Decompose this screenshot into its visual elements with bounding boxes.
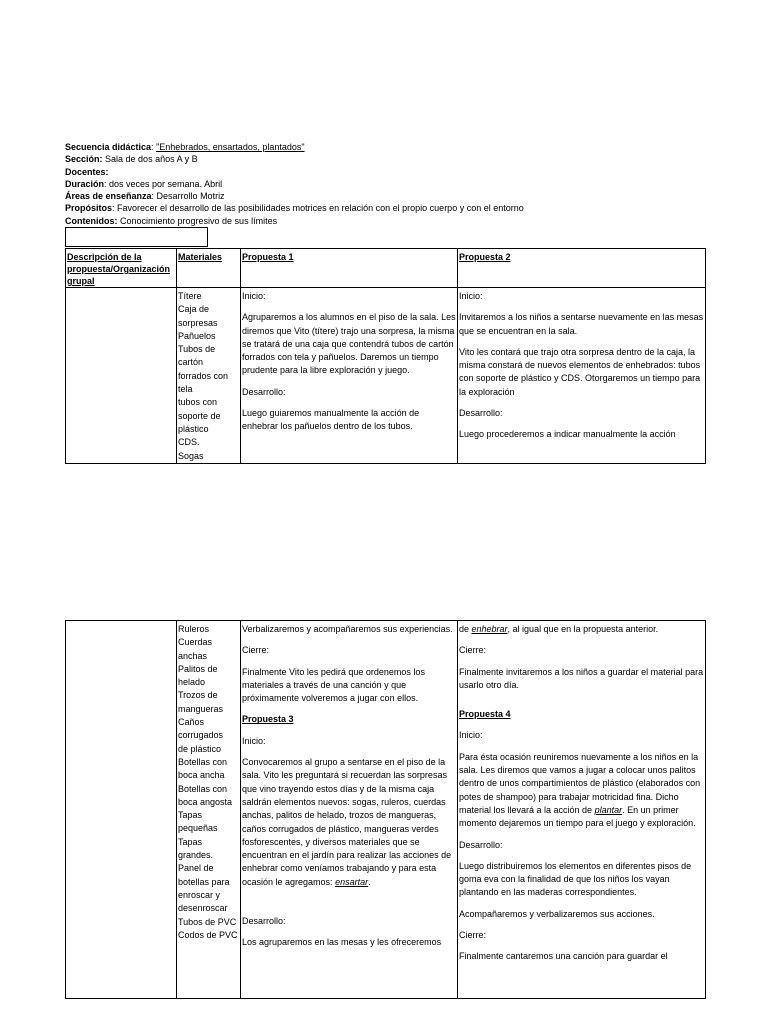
contents-line bbox=[65, 215, 745, 227]
duration-line bbox=[65, 178, 745, 190]
emphasis-word: enhebrar bbox=[471, 624, 508, 634]
paragraph: Finalmente Vito les pedirá que ordenemos los materiales a través de una canción y que próximamente volveremos a jugar con ellos. bbox=[242, 666, 425, 704]
purposes-label: Propósitos bbox=[65, 203, 113, 214]
paragraph-text: de bbox=[459, 624, 472, 634]
paragraph: Los agruparemos en las mesas y les ofreceremos bbox=[242, 937, 442, 948]
paragraph: Vito les contará que trajo otra sorpresa dentro de la caja, la misma constará de nuevos elementos de enhebrados: tubos con soporte de plástico y CDS. Otorgaremos un tiempo para la exploración bbox=[459, 346, 701, 397]
list-item: sorpresas bbox=[178, 317, 218, 328]
purposes-line bbox=[65, 202, 745, 214]
proposal-3-title: Propuesta 3 bbox=[242, 714, 294, 725]
list-item: plástico bbox=[178, 423, 209, 434]
list-item: Caja de bbox=[178, 304, 210, 315]
materials-cell bbox=[177, 288, 241, 464]
header-materials: Materiales bbox=[177, 249, 241, 288]
teachers-line bbox=[65, 166, 745, 178]
list-item: tubos con bbox=[178, 397, 218, 408]
paragraph-text: Convocaremos al grupo a sentarse en el piso de la sala. Vito les preguntará si recuerdan las sorpresas que vino trayendo estos días y de la misma caja saldrán elementos nuevos: sogas, ruleros, cuerdas anchas, palitos de helado, trozos de mangueras, caños corrugados de plástico, mangueras verdes fosforescentes, y diversos materiales que se encuentran en el jardín para realizar las acciones de enhebrar como veníamos trabajando y para esta ocasión le agregamos: bbox=[242, 757, 452, 887]
list-item: Tapas bbox=[178, 810, 203, 821]
proposal-4-cell bbox=[458, 621, 706, 999]
header-proposal-1: Propuesta 1 bbox=[241, 249, 458, 288]
section-heading: Inicio: bbox=[242, 291, 266, 301]
list-item: Sogas bbox=[178, 450, 204, 461]
section-heading: Desarrollo: bbox=[459, 839, 503, 850]
table-row bbox=[66, 288, 706, 464]
teachers-label: Docentes: bbox=[65, 166, 109, 177]
table-header-row bbox=[66, 249, 706, 288]
list-item: desenroscar bbox=[178, 903, 228, 914]
list-item: Títere bbox=[178, 291, 202, 301]
proposal-2-cell bbox=[458, 288, 706, 464]
list-item: cartón bbox=[178, 357, 204, 368]
list-item: anchas bbox=[178, 650, 208, 661]
sequence-label: Secuencia didáctica bbox=[65, 142, 152, 152]
list-item: botellas para bbox=[178, 876, 230, 887]
paragraph: Luego distribuiremos los elementos en diferentes pisos de goma eva con la finalidad de que los niños los vayan plantando en las maderas correspondientes. bbox=[459, 860, 692, 898]
list-item: Ruleros bbox=[178, 624, 210, 634]
list-item: Palitos de bbox=[178, 663, 218, 674]
list-item: boca ancha bbox=[178, 770, 225, 781]
duration-label: Duración bbox=[65, 178, 105, 189]
description-cell bbox=[66, 288, 177, 464]
areas-label: Áreas de enseñanza bbox=[65, 191, 152, 202]
paragraph: Verbalizaremos y acompañaremos sus experiencias. bbox=[242, 624, 453, 634]
list-item: Botellas con bbox=[178, 783, 228, 794]
section-value: Sala de dos años A y B bbox=[105, 154, 198, 165]
header-description: Descripción de la propuesta/Organización grupal bbox=[66, 249, 177, 288]
emphasis-word: ensartar bbox=[335, 876, 369, 887]
section-heading: Cierre: bbox=[242, 645, 270, 656]
empty-box bbox=[65, 227, 208, 247]
list-item: helado bbox=[178, 677, 206, 688]
proposal-3-cell bbox=[241, 621, 458, 999]
paragraph: Agruparemos a los alumnos en el piso de la sala. Les diremos que Vito (títere) trajo una sorpresa, la misma se tratará de una caja que contendrá tubos de cartón forrados con tela y pañuelos. Daremos un tiempo prudente para la libre exploración y juego. bbox=[242, 312, 456, 376]
plan-table-page2 bbox=[65, 620, 706, 999]
sequence-line: Secuencia didáctica: "Enhebrados, ensartados, plantados" bbox=[65, 142, 305, 152]
list-item: mangueras bbox=[178, 703, 224, 714]
list-item: pequeñas bbox=[178, 823, 218, 834]
emphasis-word: plantar bbox=[594, 804, 623, 815]
list-item: boca angosta bbox=[178, 796, 233, 807]
paragraph: Luego procederemos a indicar manualmente la acción bbox=[459, 429, 676, 440]
list-item: Tapas bbox=[178, 836, 203, 847]
paragraph bbox=[459, 623, 704, 636]
paragraph bbox=[459, 751, 704, 831]
list-item: Tubos de bbox=[178, 344, 216, 355]
list-item: soporte de bbox=[178, 410, 221, 421]
section-heading: Desarrollo: bbox=[242, 916, 286, 927]
materials-cell bbox=[177, 621, 241, 999]
section-heading: Cierre: bbox=[459, 930, 487, 941]
paragraph: Luego guiaremos manualmente la acción de enhebrar los pañuelos dentro de los tubos. bbox=[242, 408, 420, 432]
paragraph: Acompañaremos y verbalizaremos sus acciones. bbox=[459, 908, 655, 919]
list-item: corrugados bbox=[178, 730, 224, 741]
list-item: Tubos de PVC bbox=[178, 916, 237, 927]
section-heading: Inicio: bbox=[242, 735, 266, 746]
section-heading: Inicio: bbox=[459, 730, 483, 741]
paragraph bbox=[242, 756, 456, 889]
list-item: Panel de bbox=[178, 863, 214, 874]
paragraph: Finalmente cantaremos una canción para guardar el bbox=[459, 951, 668, 962]
list-item: enroscar y bbox=[178, 889, 221, 900]
section-heading: Inicio: bbox=[459, 291, 483, 301]
plan-table-page1 bbox=[65, 248, 706, 464]
list-item: tela bbox=[178, 384, 193, 395]
table-row bbox=[66, 621, 706, 999]
areas-line bbox=[65, 190, 745, 202]
contents-value: Conocimiento progresivo de sus límites bbox=[117, 215, 278, 226]
section-label: Sección: bbox=[65, 154, 103, 165]
contents-label: Contenidos: bbox=[65, 215, 118, 226]
list-item: Pañuelos bbox=[178, 330, 216, 341]
list-item: Codos de PVC bbox=[178, 929, 238, 940]
paragraph-text: , al igual que en la propuesta anterior. bbox=[507, 624, 659, 634]
list-item: Trozos de bbox=[178, 690, 218, 701]
list-item: de plástico bbox=[178, 743, 222, 754]
paragraph: Invitaremos a los niños a sentarse nuevamente en las mesas que se encuentran en la sala. bbox=[459, 312, 704, 336]
description-cell bbox=[66, 621, 177, 999]
list-item: Botellas con bbox=[178, 756, 228, 767]
proposal-1-cell bbox=[241, 288, 458, 464]
section-line bbox=[65, 153, 745, 165]
list-item: Caños bbox=[178, 717, 205, 728]
list-item: CDS. bbox=[178, 437, 200, 448]
paragraph: Finalmente invitaremos a los niños a guardar el material para usarlo otro día. bbox=[459, 666, 704, 690]
list-item: Cuerdas bbox=[178, 637, 213, 648]
paragraph-text: . En un primer momento dejaremos un tiempo para el juego y exploración. bbox=[459, 804, 696, 829]
header-proposal-2: Propuesta 2 bbox=[458, 249, 706, 288]
section-heading: Desarrollo: bbox=[459, 408, 503, 419]
section-heading: Desarrollo: bbox=[242, 386, 286, 397]
purposes-value: : Favorecer el desarrollo de las posibilidades motrices en relación con el propio cuerpo y con el entorno bbox=[112, 203, 524, 214]
list-item: grandes. bbox=[178, 850, 214, 861]
proposal-4-title: Propuesta 4 bbox=[459, 709, 511, 720]
paragraph-text: Para ésta ocasión reuniremos nuevamente a los niños en la sala. Les diremos que vamos a jugar a colocar unos palitos dentro de unos compartimientos de plástico (elaborados con potes de shampoo) para trabajar motricidad fina. Dicho material los llevará a la acción de bbox=[459, 751, 701, 815]
list-item: forrados con bbox=[178, 370, 229, 381]
sequence-title: "Enhebrados, ensartados, plantados" bbox=[156, 142, 305, 152]
paragraph-end: . bbox=[368, 876, 371, 887]
section-heading: Cierre: bbox=[459, 645, 487, 656]
duration-value: : dos veces por semana. Abril bbox=[104, 178, 223, 189]
document-header bbox=[65, 141, 745, 227]
areas-value: : Desarrollo Motriz bbox=[151, 191, 225, 202]
